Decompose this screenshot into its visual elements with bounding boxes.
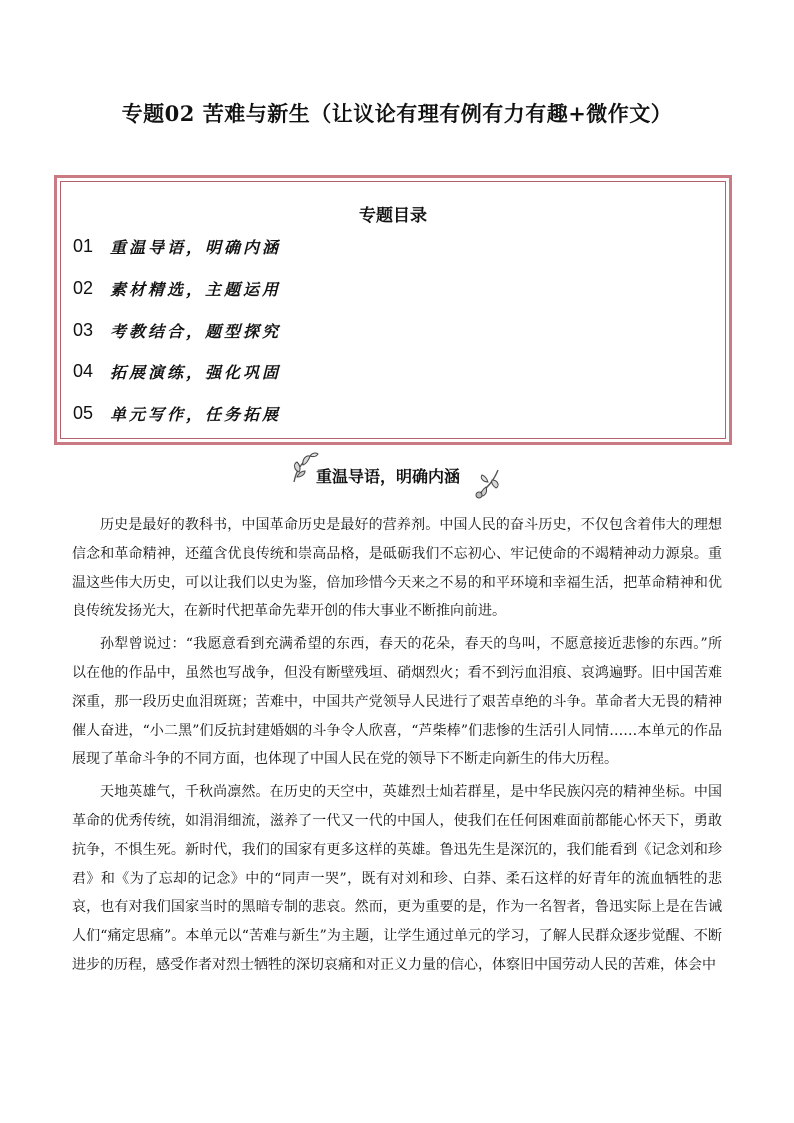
table-of-contents [60, 181, 726, 439]
toc-item-03[interactable] [73, 318, 281, 342]
toc-item-label: 重温导语，明确内涵 [110, 237, 282, 257]
section-heading-label: 重温导语，明确内涵 [316, 467, 461, 486]
leaf-ornament-icon [472, 468, 502, 500]
toc-item-01[interactable] [73, 234, 281, 258]
paragraph: 历史是最好的教科书，中国革命历史是最好的营养剂。中国人民的奋斗历史，不仅包含着伟大的理想信念和革命精神，还蕴含优良传统和崇高品格，是砥砺我们不忘初心、牢记使命的不竭精神动力源泉。重温这些伟大历史，可以让我们以史为鉴，倍加珍惜今天来之不易的和平环境和幸福生活，把革命精神和优良传统发扬光大，在新时代把革命先辈开创的伟大事业不断推向前进。 [72, 517, 722, 620]
toc-title: 专题目录 [359, 206, 427, 226]
toc-item-05[interactable] [73, 401, 281, 425]
toc-item-number: 01 [73, 235, 94, 256]
toc-item-number: 02 [73, 277, 94, 298]
toc-item-number: 05 [73, 402, 94, 423]
toc-item-label: 考教结合，题型探究 [110, 321, 282, 341]
toc-item-label: 单元写作，任务拓展 [110, 404, 282, 424]
paragraph: 孙犁曾说过：“我愿意看到充满希望的东西，春天的花朵，春天的鸟叫，不愿意接近悲惨的东西。”所以在他的作品中，虽然也写战争，但没有断壁残垣、硝烟烈火；看不到污血泪痕、哀鸿遍野。旧中国苦难深重，那一段历史血泪斑斑；苦难中，中国共产党领导人民进行了艰苦卓绝的斗争。革命者大无畏的精神催人奋进，“小二黑”们反抗封建婚姻的斗争令人欣喜，“芦柴棒”们悲惨的生活引人同情……本单元的作品展现了革命斗争的不同方面，也体现了中国人民在党的领导下不断走向新生的伟大历程。 [72, 636, 722, 768]
toc-item-04[interactable] [73, 359, 281, 383]
toc-item-number: 04 [73, 360, 94, 381]
section-heading [290, 450, 502, 498]
toc-item-02[interactable] [73, 276, 281, 300]
toc-item-label: 拓展演练，强化巩固 [110, 362, 282, 382]
paragraph: 天地英雄气，千秋尚凛然。在历史的天空中，英雄烈士灿若群星，是中华民族闪亮的精神坐标。中国革命的优秀传统，如涓涓细流，滋养了一代又一代的中国人，使我们在任何困难面前都能心怀天下，勇敢抗争，不惧生死。新时代，我们的国家有更多这样的英雄。鲁迅先生是深沉的，我们能看到《记念刘和珍君》和《为了忘却的记念》中的“同声一哭”，既有对刘和珍、白莽、柔石这样的好青年的流血牺牲的悲哀，也有对我们国家当时的黑暗专制的悲哀。然而，更为重要的是，作为一名智者，鲁迅实际上是在告诫人们“痛定思痛”。本单元以“苦难与新生”为主题，让学生通过单元的学习，了解人民群众逐步觉醒、不断进步的历程，感受作者对烈士牺牲的深切哀痛和对正义力量的信心，体察旧中国劳动人民的苦难，体会中 [72, 784, 722, 973]
toc-item-number: 03 [73, 319, 94, 340]
toc-item-label: 素材精选，主题运用 [110, 279, 282, 299]
body-text [72, 511, 722, 984]
document-title: 专题02 苦难与新生（让议论有理有例有力有趣+微作文） [121, 101, 673, 126]
